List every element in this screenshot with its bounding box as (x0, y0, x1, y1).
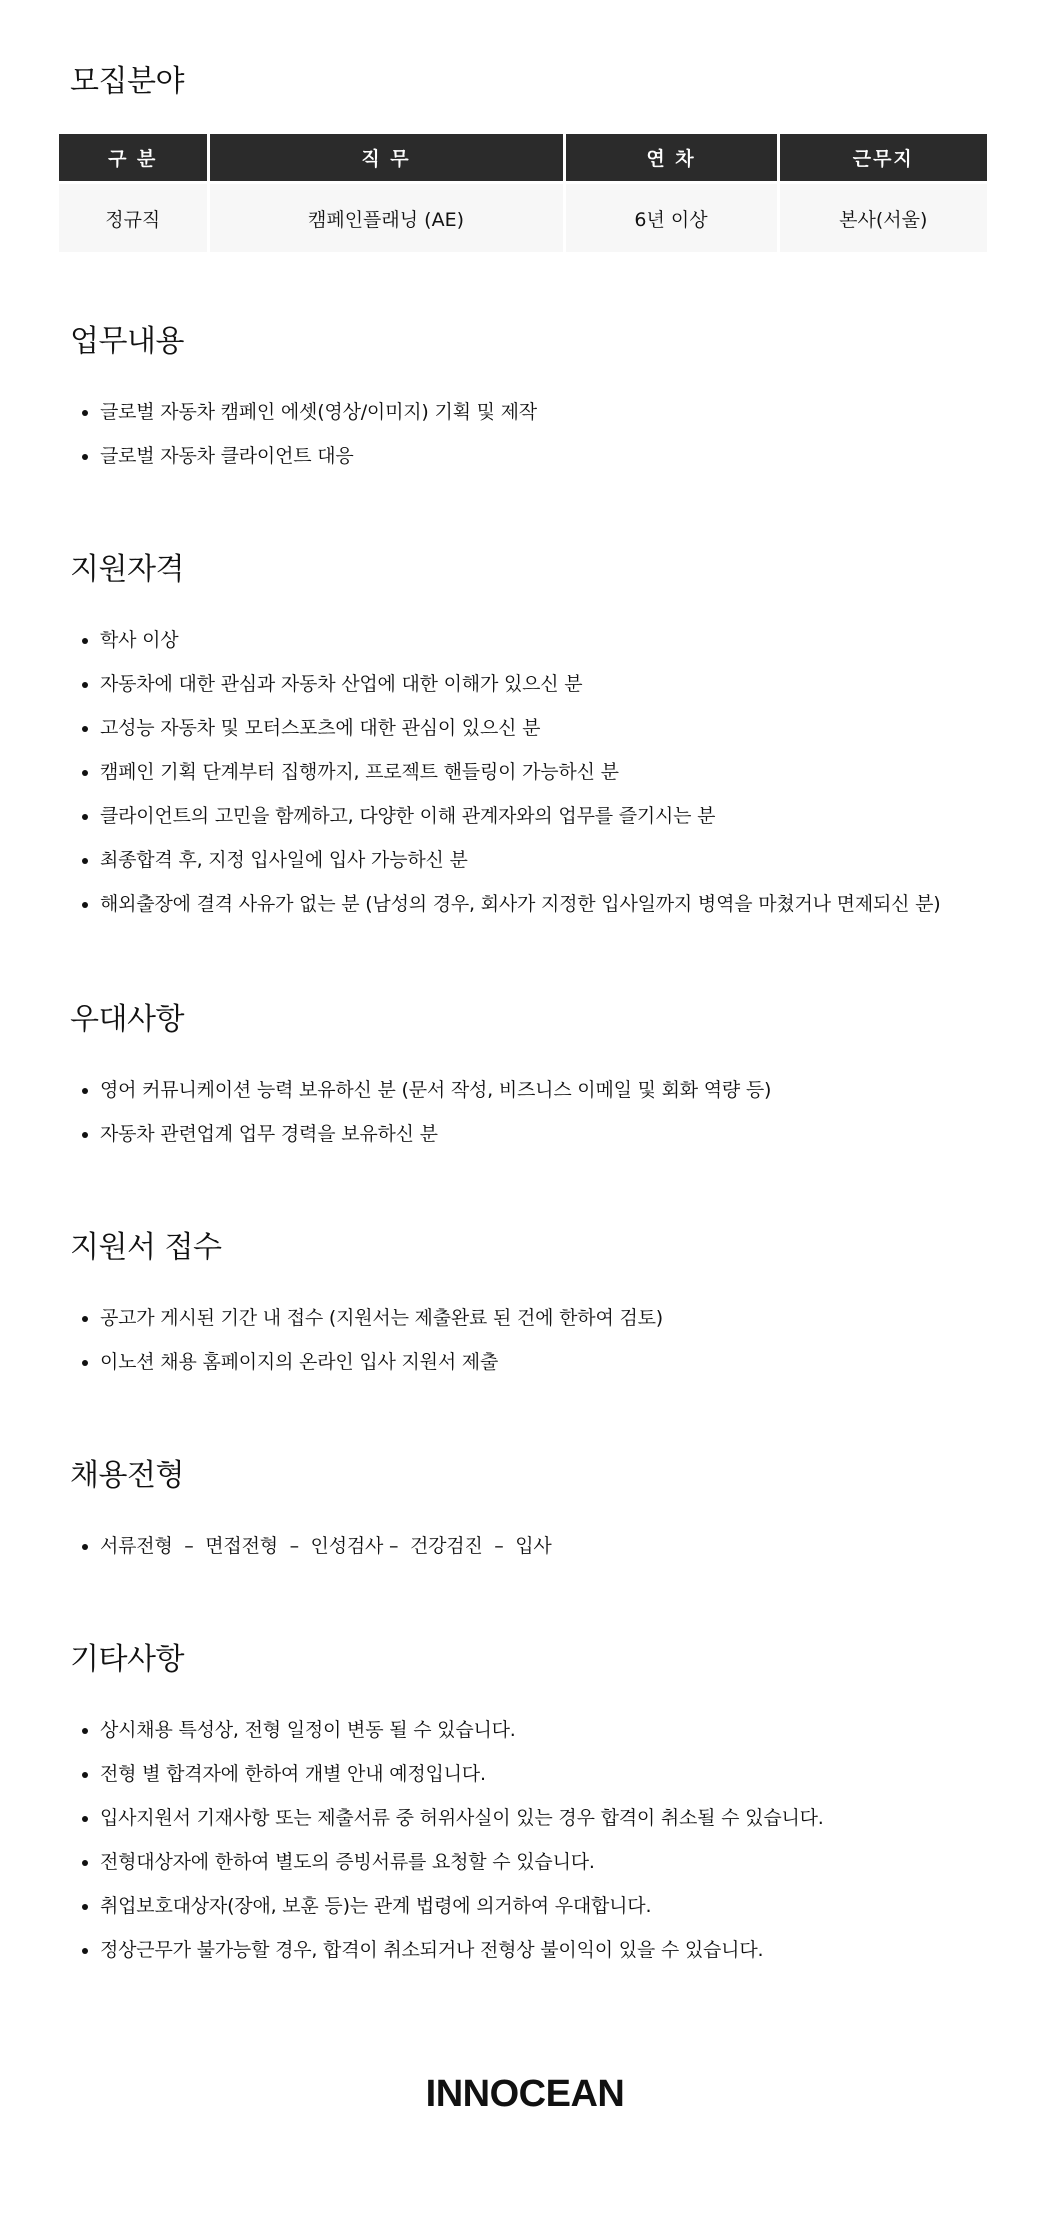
list-item: 학사 이상 (70, 628, 941, 672)
list-item: 고성능 자동차 및 모터스포츠에 대한 관심이 있으신 분 (70, 716, 941, 760)
table-cell-experience: 6년 이상 (564, 183, 778, 253)
list-item: 해외출장에 결격 사유가 없는 분 (남성의 경우, 회사가 지정한 입사일까지 병역을 마쳤거나 면제되신 분) (70, 892, 941, 936)
list-item: 정상근무가 불가능할 경우, 합격이 취소되거나 전형상 불이익이 있을 수 있습니다. (70, 1938, 824, 1982)
section-title-duties: 업무내용 (70, 324, 184, 359)
list-item: 클라이언트의 고민을 함께하고, 다양한 이해 관계자와의 업무를 즐기시는 분 (70, 804, 941, 848)
table-cell-category: 정규직 (59, 183, 208, 253)
list-item: 취업보호대상자(장애, 보훈 등)는 관계 법령에 의거하여 우대합니다. (70, 1894, 824, 1938)
list-item: 영어 커뮤니케이션 능력 보유하신 분 (문서 작성, 비즈니스 이메일 및 회화 역량 등) (70, 1078, 771, 1122)
list-item: 자동차 관련업계 업무 경력을 보유하신 분 (70, 1122, 771, 1166)
list-item: 전형 별 합격자에 한하여 개별 안내 예정입니다. (70, 1762, 824, 1806)
table-cell-location: 본사(서울) (778, 183, 987, 253)
table-row (59, 183, 987, 253)
list-item: 자동차에 대한 관심과 자동차 산업에 대한 이해가 있으신 분 (70, 672, 941, 716)
list-item: 상시채용 특성상, 전형 일정이 변동 될 수 있습니다. (70, 1718, 824, 1762)
list-item: 입사지원서 기재사항 또는 제출서류 중 허위사실이 있는 경우 합격이 취소될 수 있습니다. (70, 1806, 824, 1850)
table-header-row (59, 134, 987, 183)
application-list (70, 1306, 663, 1394)
list-item: 글로벌 자동차 클라이언트 대응 (70, 444, 537, 488)
table-header-job: 직 무 (208, 134, 564, 183)
list-item: 최종합격 후, 지정 입사일에 입사 가능하신 분 (70, 848, 941, 892)
table-header-location: 근무지 (778, 134, 987, 183)
table-header-category: 구 분 (59, 134, 208, 183)
section-title-process: 채용전형 (70, 1458, 184, 1493)
preferred-list (70, 1078, 771, 1166)
list-item: 이노션 채용 홈페이지의 온라인 입사 지원서 제출 (70, 1350, 663, 1394)
table-header-experience: 연 차 (564, 134, 778, 183)
section-title-recruitment: 모집분야 (70, 64, 184, 99)
section-title-preferred: 우대사항 (70, 1002, 184, 1037)
list-item: 글로벌 자동차 캠페인 에셋(영상/이미지) 기획 및 제작 (70, 400, 537, 444)
list-item: 공고가 게시된 기간 내 접수 (지원서는 제출완료 된 건에 한하여 검토) (70, 1306, 663, 1350)
duties-list (70, 400, 537, 488)
list-item: 전형대상자에 한하여 별도의 증빙서류를 요청할 수 있습니다. (70, 1850, 824, 1894)
qualifications-list (70, 628, 941, 936)
process-list (70, 1534, 552, 1578)
section-title-application: 지원서 접수 (70, 1230, 222, 1265)
list-item: 캠페인 기획 단계부터 집행까지, 프로젝트 핸들링이 가능하신 분 (70, 760, 941, 804)
table-cell-job: 캠페인플래닝 (AE) (208, 183, 564, 253)
list-item: 서류전형 – 면접전형 – 인성검사 – 건강검진 – 입사 (70, 1534, 552, 1578)
section-title-etc: 기타사항 (70, 1642, 184, 1677)
section-title-qualifications: 지원자격 (70, 552, 184, 587)
etc-list (70, 1718, 824, 1982)
innocean-logo: INNOCEAN (425, 2073, 625, 2115)
recruitment-table (59, 134, 987, 252)
